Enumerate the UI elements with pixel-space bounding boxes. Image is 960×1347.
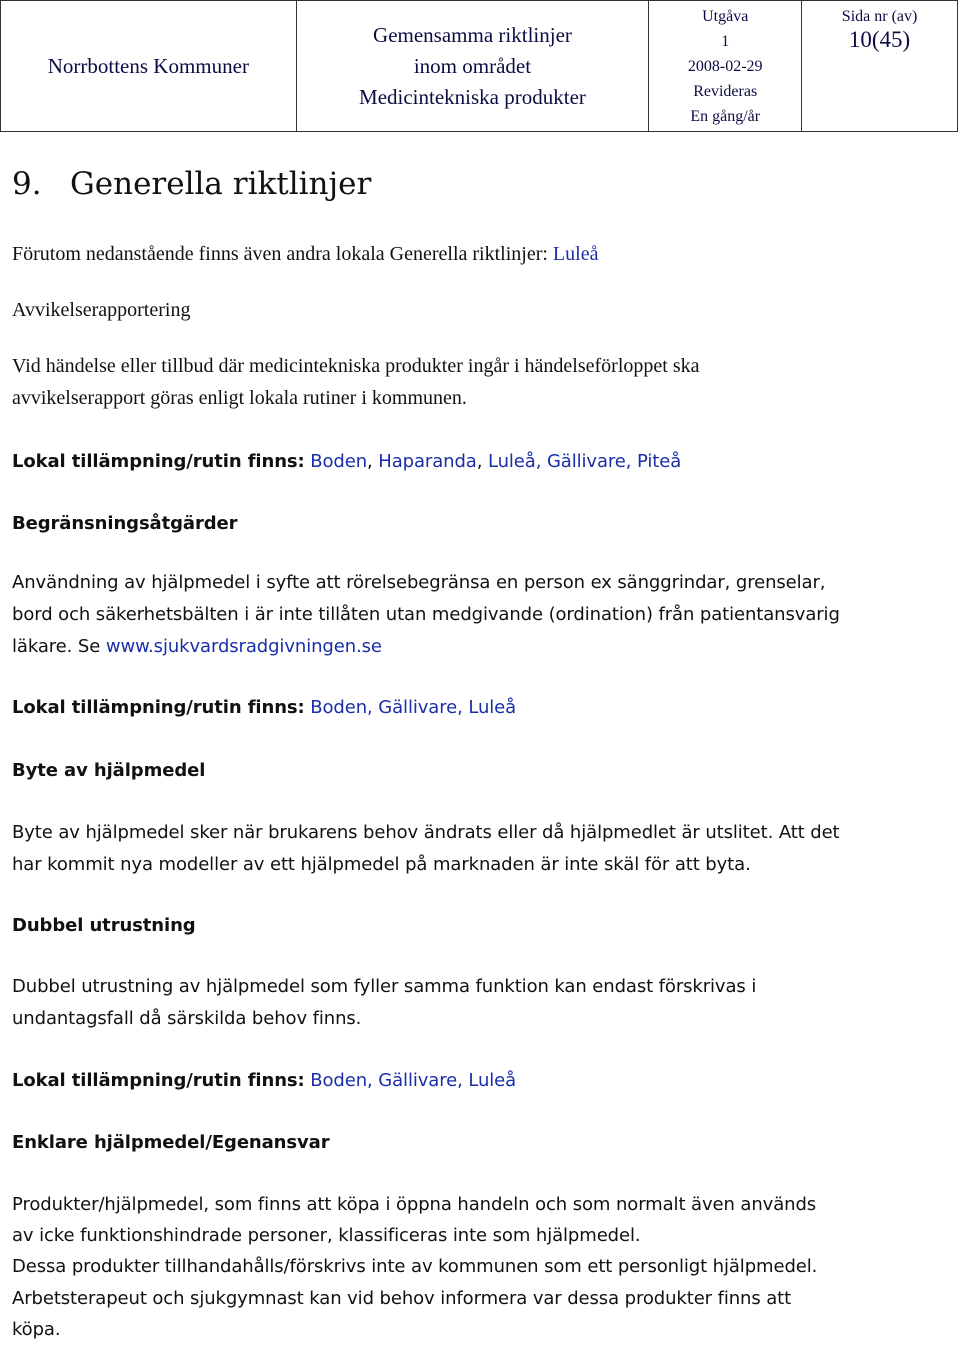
dubbel-text-line-2: undantagsfall då särskilda behov finns.: [12, 1008, 362, 1029]
revised-value: En gång/år: [690, 107, 761, 125]
doc-title-cell: [296, 1, 649, 132]
revised-label: Revideras: [693, 82, 758, 100]
avvikelse-text-line-2: avvikelserapport göras enligt lokala rutiner i kommunen.: [12, 387, 467, 409]
enklare-text-line-4: Arbetsterapeut och sjukgymnast kan vid behov informera var dessa produkter finns att: [12, 1288, 792, 1309]
organisation-cell: [1, 1, 297, 132]
byte-text-line-2: har kommit nya modeller av ett hjälpmedel på marknaden är inte skäl för att byta.: [12, 854, 751, 875]
intro-text: Förutom nedanstående finns även andra lokala Generella riktlinjer:: [12, 243, 553, 265]
byte-heading: Byte av hjälpmedel: [12, 760, 206, 781]
intro-paragraph: [12, 239, 598, 270]
edition-label: Utgåva: [702, 7, 749, 25]
edition-date: 2008-02-29: [687, 57, 763, 75]
lokal-label: Lokal tillämpning/rutin finns:: [12, 451, 305, 472]
begransning-text: läkare. Se: [12, 636, 106, 657]
separator: ,: [476, 451, 483, 472]
dubbel-heading: Dubbel utrustning: [12, 915, 196, 936]
enklare-heading: Enklare hjälpmedel/Egenansvar: [12, 1132, 330, 1153]
lokal-tillampning-1: [12, 446, 681, 477]
edition-cell: [649, 1, 802, 132]
lokal-label: Lokal tillämpning/rutin finns:: [12, 1070, 305, 1091]
doc-title-line-2: inom området: [413, 53, 532, 78]
begransning-text-line-3: [12, 631, 382, 662]
page-number-value: 10(45): [848, 27, 911, 52]
document-header: [0, 0, 958, 132]
begransning-text-line-2: bord och säkerhetsbälten i är inte tillåten utan medgivande (ordination) från patientansvarig: [12, 604, 840, 625]
avvikelse-heading: Avvikelserapportering: [12, 299, 191, 321]
separator: ,: [367, 451, 373, 472]
edition-value: 1: [721, 32, 730, 50]
lokal-tillampning-3: [12, 1065, 516, 1096]
doc-title-line-3: Medicintekniska produkter: [359, 84, 586, 109]
doc-title-line-1: Gemensamma riktlinjer: [373, 22, 572, 47]
dubbel-text-line-1: Dubbel utrustning av hjälpmedel som fyller samma funktion kan endast förskrivas i: [12, 976, 757, 997]
link-haparanda[interactable]: Haparanda: [378, 451, 477, 472]
link-boden-gallivare-lulea[interactable]: Boden, Gällivare, Luleå: [310, 697, 517, 718]
link-lulea-gallivare-pitea[interactable]: Luleå, Gällivare, Piteå: [487, 451, 682, 472]
link-sjukvardsradgivningen[interactable]: www.sjukvardsradgivningen.se: [105, 636, 382, 657]
lokal-label: Lokal tillämpning/rutin finns:: [12, 697, 305, 718]
lokal-tillampning-2: [12, 692, 516, 723]
link-boden-gallivare-lulea[interactable]: Boden, Gällivare, Luleå: [310, 1070, 517, 1091]
section-title: Generella riktlinjer: [70, 166, 372, 202]
section-heading: [12, 164, 371, 204]
enklare-text-line-2: av icke funktionshindrade personer, klassificeras inte som hjälpmedel.: [12, 1225, 641, 1246]
intro-link-lulea[interactable]: Luleå: [552, 243, 599, 265]
begransning-text-line-1: Användning av hjälpmedel i syfte att rörelsebegränsa en person ex sänggrindar, grenselar,: [12, 572, 826, 593]
enklare-text-line-3: Dessa produkter tillhandahålls/förskrivs inte av kommunen som ett personligt hjälpmedel.: [12, 1256, 818, 1277]
avvikelse-text-line-1: Vid händelse eller tillbud där medicintekniska produkter ingår i händelseförloppet ska: [12, 355, 700, 377]
link-boden[interactable]: Boden: [310, 451, 368, 472]
organisation-name: Norrbottens Kommuner: [47, 53, 249, 78]
begransning-heading: Begränsningsåtgärder: [12, 513, 238, 534]
page-number-label: Sida nr (av): [841, 8, 918, 25]
page-number-cell: [802, 1, 958, 132]
byte-text-line-1: Byte av hjälpmedel sker när brukarens behov ändrats eller då hjälpmedlet är utslitet. Att det: [12, 822, 840, 843]
enklare-text-line-1: Produkter/hjälpmedel, som finns att köpa i öppna handeln och som normalt även används: [12, 1194, 817, 1215]
enklare-text-line-5: köpa.: [12, 1319, 61, 1340]
section-number: 9.: [12, 166, 42, 202]
